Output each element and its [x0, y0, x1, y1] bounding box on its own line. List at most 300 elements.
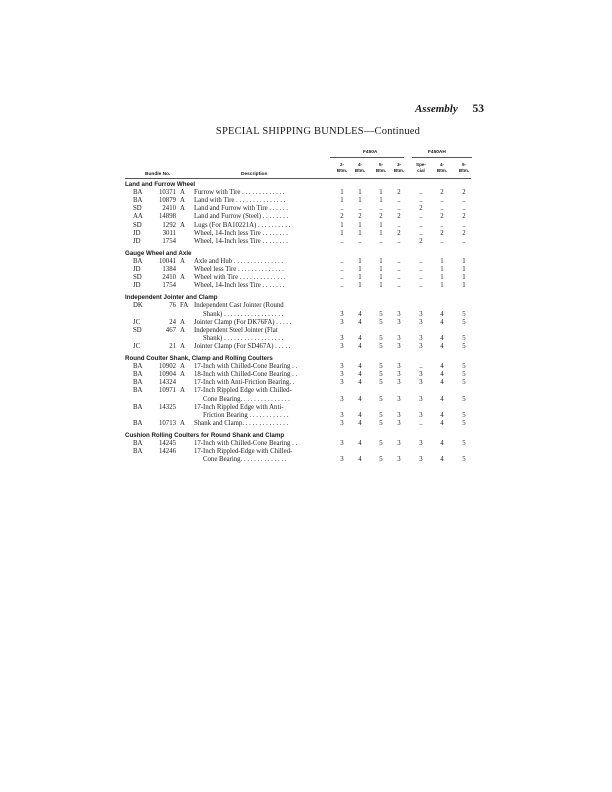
count-cell: ..: [419, 282, 423, 290]
count-cell: 4: [440, 334, 444, 342]
table-row: [0, 448, 612, 456]
bundle-suffix: A: [180, 274, 185, 282]
column-header-count: [335, 162, 349, 173]
column-header-line: 2-: [339, 162, 345, 167]
count-cell: ..: [462, 197, 466, 205]
count-cell: 5: [462, 419, 466, 427]
count-cell: ..: [419, 189, 423, 197]
section-heading: Independent Jointer and Clamp: [125, 294, 218, 302]
count-cell: 4: [440, 440, 444, 447]
section-heading: Cushion Rolling Coulters for Round Shank and Clamp: [125, 431, 285, 439]
count-cell: 1: [358, 257, 362, 265]
bundle-number: 467: [165, 326, 176, 334]
count-cell: 4: [440, 310, 444, 318]
count-cell: 2: [419, 237, 423, 245]
bundle-prefix: BA: [133, 448, 143, 456]
description: Lugs (For BA10221A) . . . . . . . . . .: [194, 221, 291, 229]
count-cell: 4: [440, 395, 444, 403]
count-cell: 5: [379, 371, 383, 379]
count-cell: 2: [440, 189, 444, 197]
table-row: [0, 412, 612, 420]
count-cell: 2: [397, 213, 401, 221]
count-cell: 1: [358, 229, 362, 237]
description: Cone Bearing. . . . . . . . . . . . . .: [203, 456, 287, 464]
count-cell: 1: [379, 274, 383, 282]
count-cell: 1: [440, 266, 444, 273]
bundle-prefix: SD: [133, 205, 142, 213]
section-heading: Gauge Wheel and Axle: [125, 249, 192, 257]
count-cell: 1: [379, 266, 383, 273]
bundle-prefix: JD: [133, 237, 141, 245]
count-cell: ..: [419, 274, 423, 282]
count-cell: 3: [340, 440, 344, 447]
bundle-suffix: A: [180, 419, 185, 427]
bundle-prefix: SD: [133, 221, 142, 229]
bundle-number: 76: [169, 302, 176, 310]
count-cell: 4: [440, 371, 444, 379]
count-cell: ..: [340, 237, 344, 245]
count-cell: ..: [440, 221, 444, 229]
description: Jointer Clamp (For DK76FA) . . . . .: [194, 318, 292, 326]
count-cell: 4: [358, 342, 362, 350]
count-cell: ..: [379, 237, 383, 245]
count-cell: ..: [462, 237, 466, 245]
count-cell: ..: [462, 205, 466, 213]
count-cell: 5: [462, 411, 466, 419]
count-cell: 2: [397, 189, 401, 197]
count-cell: 5: [462, 363, 466, 371]
count-cell: 3: [397, 318, 401, 326]
table-row: [0, 222, 612, 230]
description: Wheel less Tire . . . . . . . . . . . . . .: [194, 266, 284, 273]
description: 17-Inch Rippled Edge with Chilled-: [194, 387, 292, 395]
count-cell: 2: [419, 205, 423, 213]
count-cell: ..: [419, 363, 423, 371]
count-cell: 4: [358, 395, 362, 403]
count-cell: ..: [397, 205, 401, 213]
bundle-prefix: BA: [133, 189, 143, 197]
table-row: [0, 440, 612, 448]
count-cell: 5: [379, 419, 383, 427]
description: 17-Inch Rippled Edge with Anti-: [194, 403, 284, 411]
count-cell: 1: [462, 266, 466, 273]
description: Shank and Clamp. . . . . . . . . . . . . .: [194, 419, 289, 427]
column-header-line: Btm.: [458, 167, 470, 173]
bundle-number: 1754: [162, 282, 176, 290]
count-cell: 4: [358, 334, 362, 342]
count-cell: ..: [397, 221, 401, 229]
bundle-number: 10713: [159, 419, 176, 427]
count-cell: ..: [397, 237, 401, 245]
count-cell: 1: [379, 229, 383, 237]
bundle-number: 1292: [162, 221, 176, 229]
bundle-prefix: SD: [133, 326, 142, 334]
bundle-prefix: AA: [133, 213, 143, 221]
count-cell: 1: [440, 274, 444, 282]
bundle-prefix: JD: [133, 229, 141, 237]
table-row: [0, 230, 612, 238]
count-cell: 4: [358, 363, 362, 371]
bundle-prefix: SD: [133, 274, 142, 282]
header-rule: [125, 178, 471, 179]
bundle-number: 14325: [159, 403, 176, 411]
bundle-number: 10371: [159, 189, 176, 197]
count-cell: 2: [440, 213, 444, 221]
count-cell: 1: [340, 197, 344, 205]
count-cell: 5: [462, 318, 466, 326]
table-row: [0, 379, 612, 387]
bundle-prefix: BA: [133, 371, 143, 379]
count-cell: 3: [340, 310, 344, 318]
bundle-suffix: A: [180, 318, 185, 326]
bundle-number: 24: [169, 318, 176, 326]
table-row: [0, 266, 612, 274]
bundle-prefix: BA: [133, 257, 143, 265]
count-cell: 3: [419, 318, 423, 326]
count-cell: ..: [419, 257, 423, 265]
count-cell: ..: [340, 282, 344, 290]
count-cell: ..: [358, 205, 362, 213]
count-cell: 5: [379, 456, 383, 464]
column-header-count: [457, 162, 471, 173]
count-cell: 3: [340, 342, 344, 350]
count-cell: 3: [340, 411, 344, 419]
bundle-number: 2410: [162, 205, 176, 213]
table-row: [0, 363, 612, 371]
count-cell: 2: [358, 213, 362, 221]
count-cell: ..: [379, 205, 383, 213]
count-cell: 1: [462, 282, 466, 290]
group-rule-f450a: [330, 157, 404, 158]
bundle-suffix: A: [180, 326, 185, 334]
column-header-count: [353, 162, 367, 173]
column-header-line: Btm.: [375, 167, 387, 173]
count-cell: 4: [358, 318, 362, 326]
count-cell: 5: [379, 342, 383, 350]
table-row: [0, 396, 612, 404]
bundle-prefix: JD: [133, 266, 141, 273]
bundle-suffix: A: [180, 387, 185, 395]
table-row: [0, 343, 612, 351]
bundle-suffix: A: [180, 197, 185, 205]
count-cell: 5: [379, 395, 383, 403]
count-cell: 3: [419, 379, 423, 387]
description: Furrow with Tire . . . . . . . . . . . . .: [194, 189, 285, 197]
count-cell: 3: [397, 440, 401, 447]
description: Land with Tire . . . . . . . . . . . . . . .: [194, 197, 286, 205]
table-row: [0, 319, 612, 327]
count-cell: ..: [397, 197, 401, 205]
description: Wheel with Tire . . . . . . . . . . . . . .: [194, 274, 286, 282]
bundle-suffix: A: [180, 257, 185, 265]
bundle-number: 10902: [159, 363, 176, 371]
column-header-line: 3-: [396, 162, 402, 167]
count-cell: 5: [462, 440, 466, 447]
count-cell: 5: [462, 395, 466, 403]
bundle-number: 1384: [162, 266, 176, 273]
count-cell: 4: [358, 411, 362, 419]
bundle-prefix: JC: [133, 342, 141, 350]
description: Friction Bearing . . . . . . . . . . . .: [203, 411, 289, 419]
column-header-count: [435, 162, 449, 173]
group-rule-f450ah: [412, 157, 472, 158]
count-cell: 4: [440, 456, 444, 464]
count-cell: 4: [358, 310, 362, 318]
count-cell: 2: [462, 189, 466, 197]
count-cell: ..: [340, 266, 344, 273]
count-cell: ..: [440, 205, 444, 213]
count-cell: 2: [340, 213, 344, 221]
count-cell: ..: [397, 266, 401, 273]
count-cell: 2: [440, 229, 444, 237]
table-row: [0, 197, 612, 205]
count-cell: 4: [440, 379, 444, 387]
table-row: [0, 258, 612, 266]
count-cell: ..: [340, 205, 344, 213]
column-header-line: Spe-: [416, 162, 426, 167]
bundle-prefix: BA: [133, 387, 143, 395]
column-header-line: 5-: [461, 162, 467, 167]
column-header-line: 5-: [378, 162, 384, 167]
column-header-line: cial: [417, 167, 425, 173]
count-cell: ..: [397, 257, 401, 265]
count-cell: 5: [379, 334, 383, 342]
count-cell: 3: [397, 395, 401, 403]
column-header-count: [374, 162, 388, 173]
table-row: [0, 456, 612, 464]
count-cell: 4: [358, 371, 362, 379]
count-cell: 3: [419, 342, 423, 350]
description: Cone Bearing. . . . . . . . . . . . . . .: [203, 395, 290, 403]
count-cell: 5: [379, 411, 383, 419]
count-cell: 3: [397, 456, 401, 464]
count-cell: 3: [419, 456, 423, 464]
count-cell: 1: [340, 229, 344, 237]
bundle-number: 14324: [159, 379, 176, 387]
table-row: [0, 238, 612, 246]
count-cell: 5: [379, 440, 383, 447]
column-header-line: Btm.: [393, 167, 405, 173]
count-cell: 2: [397, 229, 401, 237]
description: Shank) . . . . . . . . . . . . . . . . . .: [203, 310, 284, 318]
bundle-number: 2410: [162, 274, 176, 282]
count-cell: 3: [419, 310, 423, 318]
bundle-number: 21: [169, 342, 176, 350]
count-cell: 5: [462, 371, 466, 379]
count-cell: ..: [419, 221, 423, 229]
bundle-suffix: A: [180, 221, 185, 229]
section-heading: Round Coulter Shank, Clamp and Rolling Coulters: [125, 355, 273, 362]
description: Independent Steel Jointer (Flat: [194, 326, 278, 334]
bundle-prefix: BA: [133, 379, 143, 387]
count-cell: ..: [419, 419, 423, 427]
count-cell: 4: [440, 318, 444, 326]
bundle-number: 14246: [159, 448, 176, 456]
count-cell: 3: [340, 419, 344, 427]
description: Wheel, 14-Inch less Tire . . . . . . . .: [194, 229, 289, 237]
column-header-line: Btm.: [436, 167, 448, 173]
group-label-f450ah: F450AH: [428, 150, 446, 155]
table-row: [0, 311, 612, 319]
count-cell: 3: [340, 379, 344, 387]
count-cell: 5: [379, 379, 383, 387]
count-cell: ..: [358, 237, 362, 245]
count-cell: 1: [379, 221, 383, 229]
count-cell: 1: [379, 197, 383, 205]
count-cell: 3: [397, 419, 401, 427]
table-row: [0, 387, 612, 395]
count-cell: 4: [358, 379, 362, 387]
count-cell: 1: [379, 189, 383, 197]
count-cell: 5: [462, 379, 466, 387]
table-row: [0, 420, 612, 428]
count-cell: ..: [440, 197, 444, 205]
count-cell: ..: [419, 213, 423, 221]
count-cell: 1: [462, 274, 466, 282]
count-cell: 4: [440, 411, 444, 419]
description: Wheel, 14-Inch less Tire . . . . . . . .: [194, 237, 289, 245]
bundle-prefix: JD: [133, 282, 141, 290]
bundle-number: 10971: [159, 387, 176, 395]
count-cell: 3: [419, 440, 423, 447]
count-cell: 1: [440, 257, 444, 265]
bundle-number: 14898: [159, 213, 176, 221]
count-cell: 1: [379, 282, 383, 290]
count-cell: 1: [379, 257, 383, 265]
description: 17-Inch with Anti-Friction Bearing. .: [194, 379, 295, 387]
count-cell: 1: [340, 221, 344, 229]
description: 17-Inch Rippled-Edge with Chilled-: [194, 448, 293, 456]
column-header-description: Description: [241, 172, 268, 177]
count-cell: 5: [462, 456, 466, 464]
count-cell: 3: [397, 379, 401, 387]
bundle-number: 10904: [159, 371, 176, 379]
bundle-number: 10041: [159, 257, 176, 265]
count-cell: 3: [340, 395, 344, 403]
count-cell: 1: [462, 257, 466, 265]
count-cell: 3: [397, 371, 401, 379]
bundle-number: 10879: [159, 197, 176, 205]
bundle-prefix: BA: [133, 419, 143, 427]
count-cell: 1: [440, 282, 444, 290]
page-number: 53: [472, 103, 484, 115]
table-row: [0, 213, 612, 221]
count-cell: 4: [358, 456, 362, 464]
count-cell: 5: [379, 318, 383, 326]
count-cell: 3: [419, 411, 423, 419]
bundle-suffix: A: [180, 371, 185, 379]
column-header-line: Btm.: [336, 167, 348, 173]
bundle-suffix: A: [180, 189, 185, 197]
count-cell: ..: [419, 197, 423, 205]
bundle-prefix: BA: [133, 403, 143, 411]
bundle-prefix: DK: [133, 302, 143, 310]
count-cell: 2: [462, 213, 466, 221]
bundle-number: 3011: [162, 229, 176, 237]
description: Wheel, 14-Inch less Tire . . . . . . .: [194, 282, 285, 290]
column-header-line: 4-: [439, 162, 445, 167]
count-cell: 3: [397, 342, 401, 350]
section-heading: Land and Furrow Wheel: [125, 181, 196, 188]
count-cell: ..: [340, 274, 344, 282]
table-row: [0, 335, 612, 343]
page-header: [415, 103, 484, 115]
description: 17-Inch with Chilled-Cone Bearing . .: [194, 363, 298, 371]
count-cell: ..: [419, 229, 423, 237]
count-cell: 4: [440, 363, 444, 371]
count-cell: 3: [397, 411, 401, 419]
count-cell: 1: [358, 197, 362, 205]
section-name: Assembly: [414, 103, 458, 115]
count-cell: 1: [358, 274, 362, 282]
count-cell: ..: [340, 257, 344, 265]
count-cell: 2: [379, 213, 383, 221]
count-cell: 1: [358, 189, 362, 197]
bundle-prefix: BA: [133, 197, 143, 205]
count-cell: ..: [419, 266, 423, 273]
description: Axle and Hub . . . . . . . . . . . . . . .: [194, 257, 284, 265]
count-cell: 2: [462, 229, 466, 237]
count-cell: 5: [379, 310, 383, 318]
count-cell: ..: [440, 237, 444, 245]
count-cell: 4: [358, 440, 362, 447]
count-cell: 3: [397, 363, 401, 371]
count-cell: 3: [340, 318, 344, 326]
count-cell: 4: [358, 419, 362, 427]
count-cell: 5: [462, 342, 466, 350]
count-cell: 1: [358, 282, 362, 290]
table-row: [0, 404, 612, 412]
count-cell: 3: [419, 395, 423, 403]
column-header-count: [392, 162, 406, 173]
count-cell: 3: [340, 363, 344, 371]
table-row: [0, 189, 612, 197]
count-cell: 3: [340, 371, 344, 379]
table-row: [0, 274, 612, 282]
count-cell: 3: [419, 334, 423, 342]
column-header-line: Btm.: [354, 167, 366, 173]
bundle-prefix: JC: [133, 318, 141, 326]
table-row: [0, 302, 612, 310]
description: 18-Inch with Chilled-Cone Bearing . .: [194, 371, 298, 379]
description: Independent Cast Jointer (Round: [194, 302, 284, 310]
bundle-suffix: A: [180, 363, 185, 371]
count-cell: 3: [397, 334, 401, 342]
column-header-count: [414, 162, 428, 173]
bundle-suffix: A: [180, 205, 185, 213]
description: Land and Furrow with Tire . . . . . .: [194, 205, 289, 213]
count-cell: 5: [379, 363, 383, 371]
column-header-line: 4-: [357, 162, 363, 167]
page-title: SPECIAL SHIPPING BUNDLES—Continued: [215, 126, 421, 137]
count-cell: ..: [397, 282, 401, 290]
table-row: [0, 371, 612, 379]
count-cell: 5: [462, 334, 466, 342]
count-cell: 1: [358, 221, 362, 229]
description: Jointer Clamp (For SD467A) . . . . .: [194, 342, 291, 350]
description: 17-Inch with Chilled-Cone Bearing . .: [194, 440, 298, 447]
count-cell: 3: [397, 310, 401, 318]
table-row: [0, 327, 612, 335]
bundle-prefix: BA: [133, 440, 143, 447]
count-cell: ..: [462, 221, 466, 229]
bundle-number: 14245: [159, 440, 176, 447]
count-cell: ..: [397, 274, 401, 282]
bundle-suffix: FA: [180, 302, 189, 310]
count-cell: 3: [419, 371, 423, 379]
description: Land and Furrow (Steel) . . . . . . . .: [194, 213, 289, 221]
count-cell: 4: [440, 419, 444, 427]
